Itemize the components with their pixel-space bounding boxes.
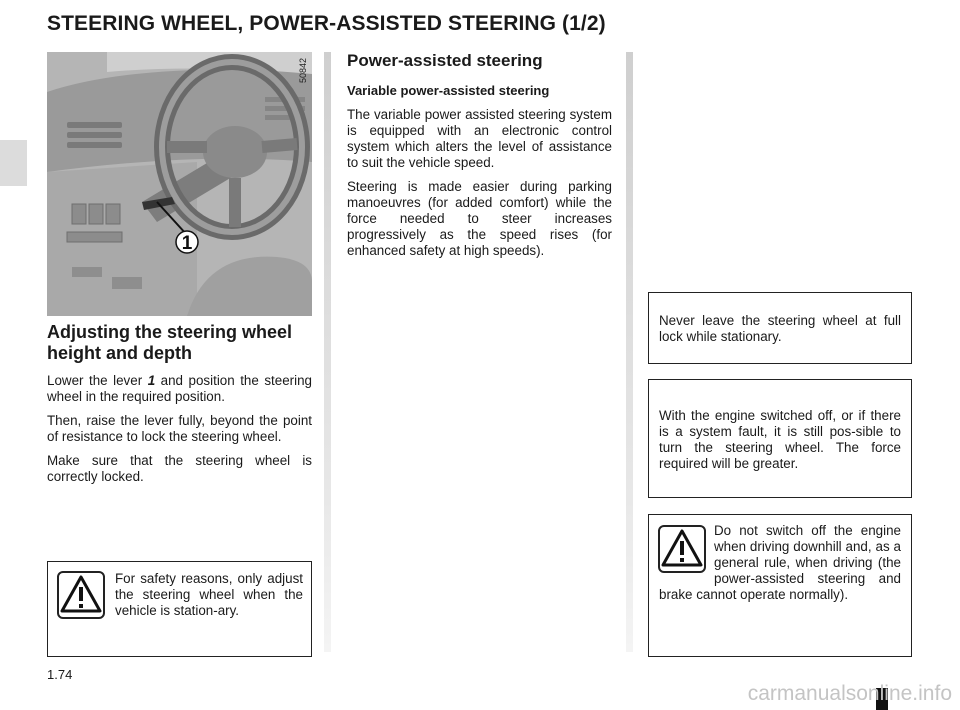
paragraph: Lower the lever 1 and position the steering wheel in the required position.: [47, 373, 312, 404]
left-column: [47, 322, 312, 493]
watermark: carmanualsonline.info: [747, 682, 952, 705]
warning-text: For safety reasons, only adjust the steering wheel when the vehicle is station-ary.: [115, 571, 303, 618]
steering-wheel-illustration: [47, 52, 312, 316]
subheading: Variable power-assisted steering: [347, 83, 550, 98]
note-text: Never leave the steering wheel at full lock while stationary.: [659, 313, 901, 344]
column-divider: [626, 52, 633, 652]
safety-warning-box: [648, 514, 912, 657]
section-tab: [0, 140, 27, 186]
note-text: With the engine switched off, or if there is a system fault, it is still pos-sible to turn the steering wheel. The force required will be greater.: [659, 408, 901, 471]
warning-triangle-icon: [57, 571, 105, 619]
paragraph: Steering is made easier during parking manoeuvres (for added comfort) while the force needed to steer increases progressively as the speed rises (for enhanced safety at high speeds).: [347, 179, 612, 258]
right-column: [347, 50, 612, 267]
safety-warning-box: [47, 561, 312, 657]
paragraph: Then, raise the lever fully, beyond the point of resistance to lock the steering wheel.: [47, 413, 312, 444]
section-heading: [47, 322, 312, 364]
heading-line: Adjusting the steering wheel: [47, 322, 293, 342]
section-heading: Power-assisted steering: [347, 51, 543, 70]
paragraph: Make sure that the steering wheel is correctly locked.: [47, 453, 312, 484]
callout-1: 1: [181, 233, 193, 254]
image-number: 50842: [298, 58, 308, 84]
note-box: [648, 292, 912, 364]
warning-text: Do not switch off the engine when driving downhill and, as a general rule, when driving (the power-assisted steering and brake cannot operate normally).: [659, 523, 901, 602]
note-box: [648, 379, 912, 498]
page-title: STEERING WHEEL, POWER-ASSISTED STEERING (1/2): [47, 12, 606, 35]
heading-line: height and depth: [47, 343, 192, 363]
paragraph: The variable power assisted steering system is equipped with an electronic control system which alters the level of assistance to suit the vehicle speed.: [347, 107, 612, 170]
page-number: 1.74: [47, 667, 73, 682]
column-divider: [324, 52, 331, 652]
